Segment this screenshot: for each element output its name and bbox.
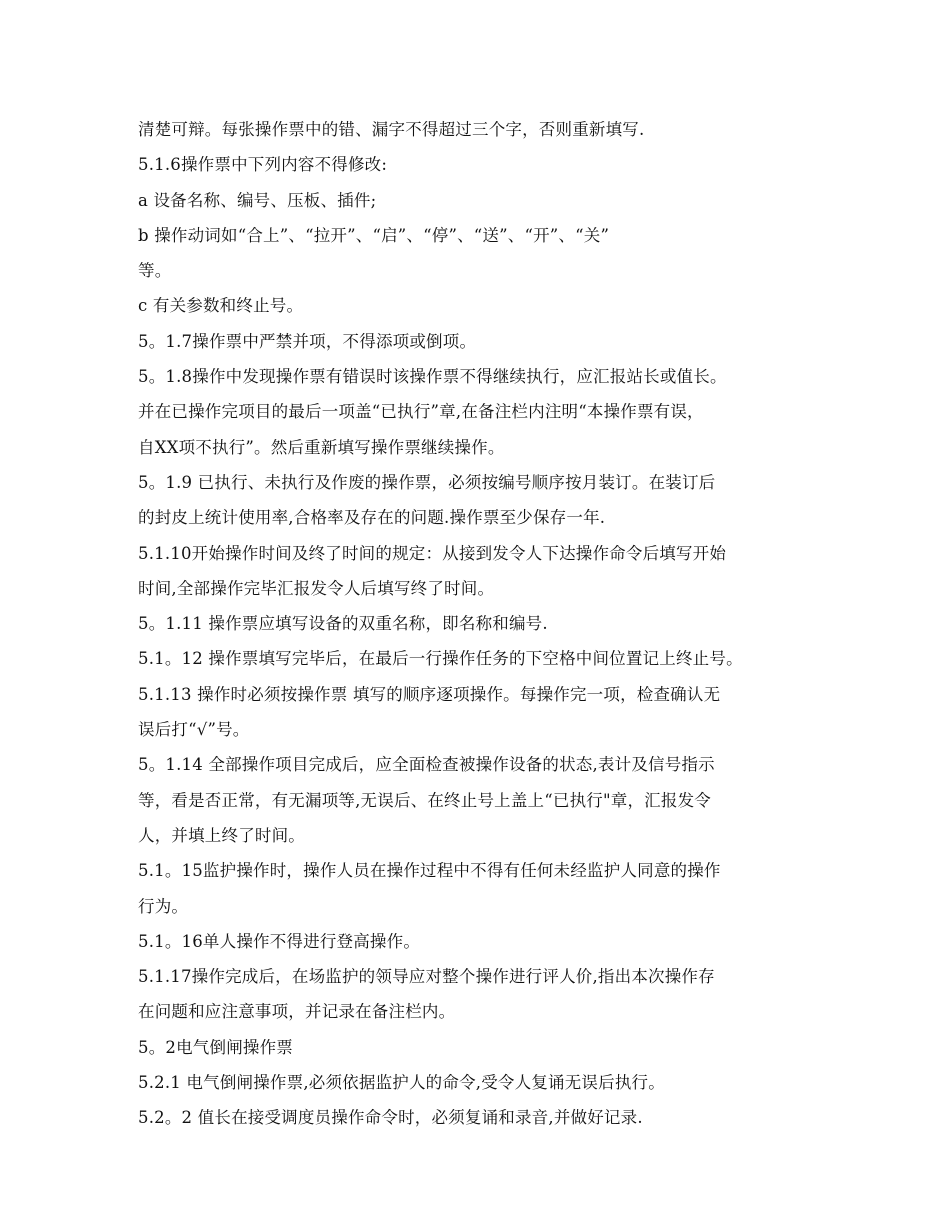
- text-line: c 有关参数和终止号。: [138, 296, 304, 316]
- text-line: 在问题和应注意事项，并记录在备注栏内。: [138, 1002, 456, 1022]
- text-line: 5.1。16单人操作不得进行登高操作。: [138, 931, 421, 951]
- text-line: 时间,全部操作完毕汇报发令人后填写终了时间。: [138, 578, 495, 598]
- text-line: a 设备名称、编号、压板、插件;: [138, 190, 377, 210]
- text-line: 误后打“√”号。: [138, 720, 250, 740]
- text-line: 5。1.14 全部操作项目完成后，应全面检查被操作设备的状态,表计及信号指示: [138, 755, 715, 775]
- text-line: 5.1。12 操作票填写完毕后，在最后一行操作任务的下空格中间位置记上终止号。: [138, 649, 743, 669]
- text-line: 自XX项不执行”。然后重新填写操作票继续操作。: [138, 437, 505, 457]
- text-line: 人，并填上终了时间。: [138, 825, 305, 845]
- text-line: 的封皮上统计使用率,合格率及存在的问题.操作票至少保存一年.: [138, 508, 606, 528]
- text-line: 并在已操作完项目的最后一项盖“已执行”章,在备注栏内注明“本操作票有误，: [138, 402, 704, 422]
- text-line: 5。1.11 操作票应填写设备的双重名称，即名称和编号.: [138, 614, 548, 634]
- text-line: 5.2.1 电气倒闸操作票,必须依据监护人的命令,受令人复诵无误后执行。: [138, 1073, 665, 1093]
- text-line: b 操作动词如“合上”、“拉开”、“启”、“停”、“送”、“开”、“关”: [138, 225, 610, 245]
- text-line: 5。1.8操作中发现操作票有错误时该操作票不得继续执行，应汇报站长或值长。: [138, 367, 727, 387]
- text-line: 5。2电气倒闸操作票: [138, 1037, 293, 1057]
- text-line: 5。1.9 已执行、未执行及作废的操作票，必须按编号顺序按月装订。在装订后: [138, 472, 716, 492]
- text-line: 5.1.10开始操作时间及终了时间的规定：从接到发令人下达操作命令后填写开始: [138, 543, 727, 563]
- text-line: 清楚可辩。每张操作票中的错、漏字不得超过三个字，否则重新填写.: [138, 120, 645, 139]
- text-line: 5.1。15监护操作时，操作人员在操作过程中不得有任何未经监护人同意的操作: [138, 861, 721, 881]
- text-line: 5.2。2 值长在接受调度员操作命令时，必须复诵和录音,并做好记录.: [138, 1108, 643, 1128]
- text-line: 等，看是否正常，有无漏项等,无误后、在终止号上盖上“已执行"章，汇报发令: [138, 790, 711, 810]
- text-line: 5.1.17操作完成后，在场监护的领导应对整个操作进行评人价,指出本次操作存: [138, 967, 715, 987]
- text-line: 5.1.6操作票中下列内容不得修改:: [138, 155, 388, 175]
- text-line: 5。1.7操作票中严禁并项，不得添项或倒项。: [138, 331, 477, 351]
- document-body: [138, 112, 818, 1136]
- text-line: 行为。: [138, 896, 189, 916]
- text-line: 5.1.13 操作时必须按操作票 填写的顺序逐项操作。每操作完一项，检查确认无: [138, 684, 721, 704]
- text-line: 等。: [138, 261, 172, 281]
